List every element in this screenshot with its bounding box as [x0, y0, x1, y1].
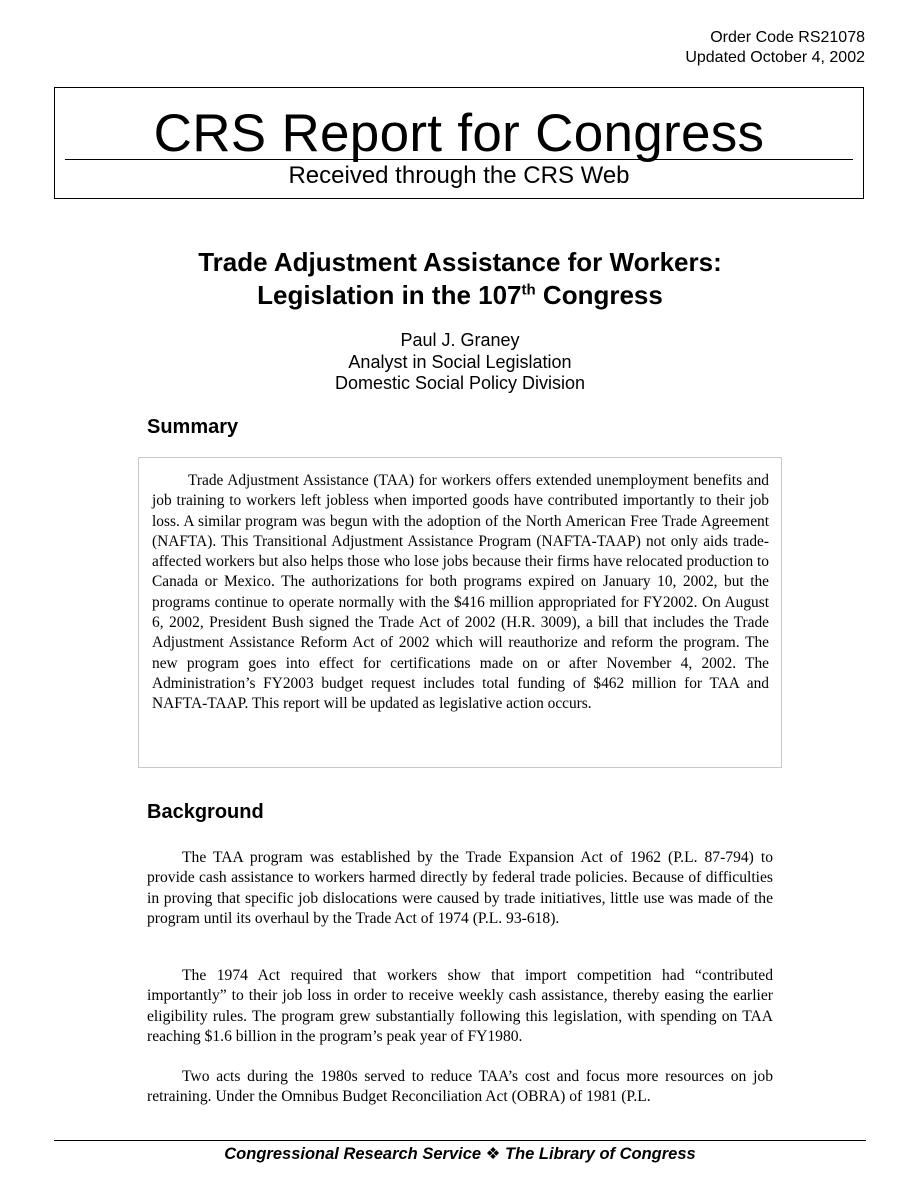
report-banner	[54, 87, 864, 199]
summary-heading: Summary	[147, 416, 239, 438]
updated-date: Updated October 4, 2002	[685, 49, 865, 66]
background-paragraph-2: The 1974 Act required that workers show that import competition had “contributed importantly” to their job loss in order to receive weekly cash assistance, thereby easing the earlier eligibility rules. The program grew substantially following this legislation, with spending on TAA reaching $1.6 billion in the program’s peak year of FY1980.	[147, 967, 773, 1045]
author-name: Paul J. Graney	[400, 330, 520, 350]
summary-box	[138, 457, 782, 768]
report-title-line2-post: Congress	[535, 280, 663, 310]
report-title-line2	[0, 279, 920, 312]
report-title-ordinal: th	[521, 281, 536, 299]
order-code: Order Code RS21078	[710, 29, 865, 46]
summary-text: Trade Adjustment Assistance (TAA) for workers offers extended unemployment benefits and job training to workers left jobless when imported goods have contributed importantly to their job loss. A similar program was begun with the adoption of the North American Free Trade Agreement (NAFTA). This Transitional Adjustment Assistance Program (NAFTA-TAAP) not only aids trade-affected workers but also helps those who lose jobs because their firms have relocated production to Canada or Mexico. The authorizations for both programs expired on January 10, 2002, but the programs continue to operate normally with the $416 million appropriated for FY2002. On August 6, 2002, President Bush signed the Trade Act of 2002 (H.R. 3009), a bill that includes the Trade Adjustment Assistance Reform Act of 2002 which will reauthorize and reform the program. The new program goes into effect for certifications made on or after November 4, 2002. The Administration’s FY2003 budget request includes total funding of $462 million for TAA and NAFTA-TAAP. This report will be updated as legislative action occurs.	[152, 472, 769, 713]
banner-title: CRS Report for Congress	[153, 104, 765, 163]
order-code-block	[685, 28, 865, 68]
banner-subtitle: Received through the CRS Web	[288, 162, 630, 189]
banner-divider	[65, 159, 853, 160]
footer-text: Congressional Research Service ❖ The Library of Congress	[224, 1145, 696, 1163]
report-title-line1: Trade Adjustment Assistance for Workers:	[198, 247, 722, 277]
background-paragraph-1: The TAA program was established by the Trade Expansion Act of 1962 (P.L. 87-794) to provide cash assistance to workers harmed directly by federal trade policies. Because of difficulties in proving that specific job dislocations were caused by trade initiatives, little use was made of the program until its overhaul by the Trade Act of 1974 (P.L. 93-618).	[147, 849, 773, 927]
background-heading: Background	[147, 801, 264, 823]
author-block	[0, 330, 920, 395]
author-title: Analyst in Social Legislation	[348, 351, 572, 372]
footer-divider	[54, 1140, 866, 1141]
author-division: Domestic Social Policy Division	[334, 373, 586, 393]
background-paragraph-3: Two acts during the 1980s served to reduce TAA’s cost and focus more resources on job retraining. Under the Omnibus Budget Reconciliation Act (OBRA) of 1981 (P.L.	[147, 1068, 773, 1106]
report-title	[0, 246, 920, 312]
report-title-line2-pre: Legislation in the 107	[257, 280, 522, 310]
